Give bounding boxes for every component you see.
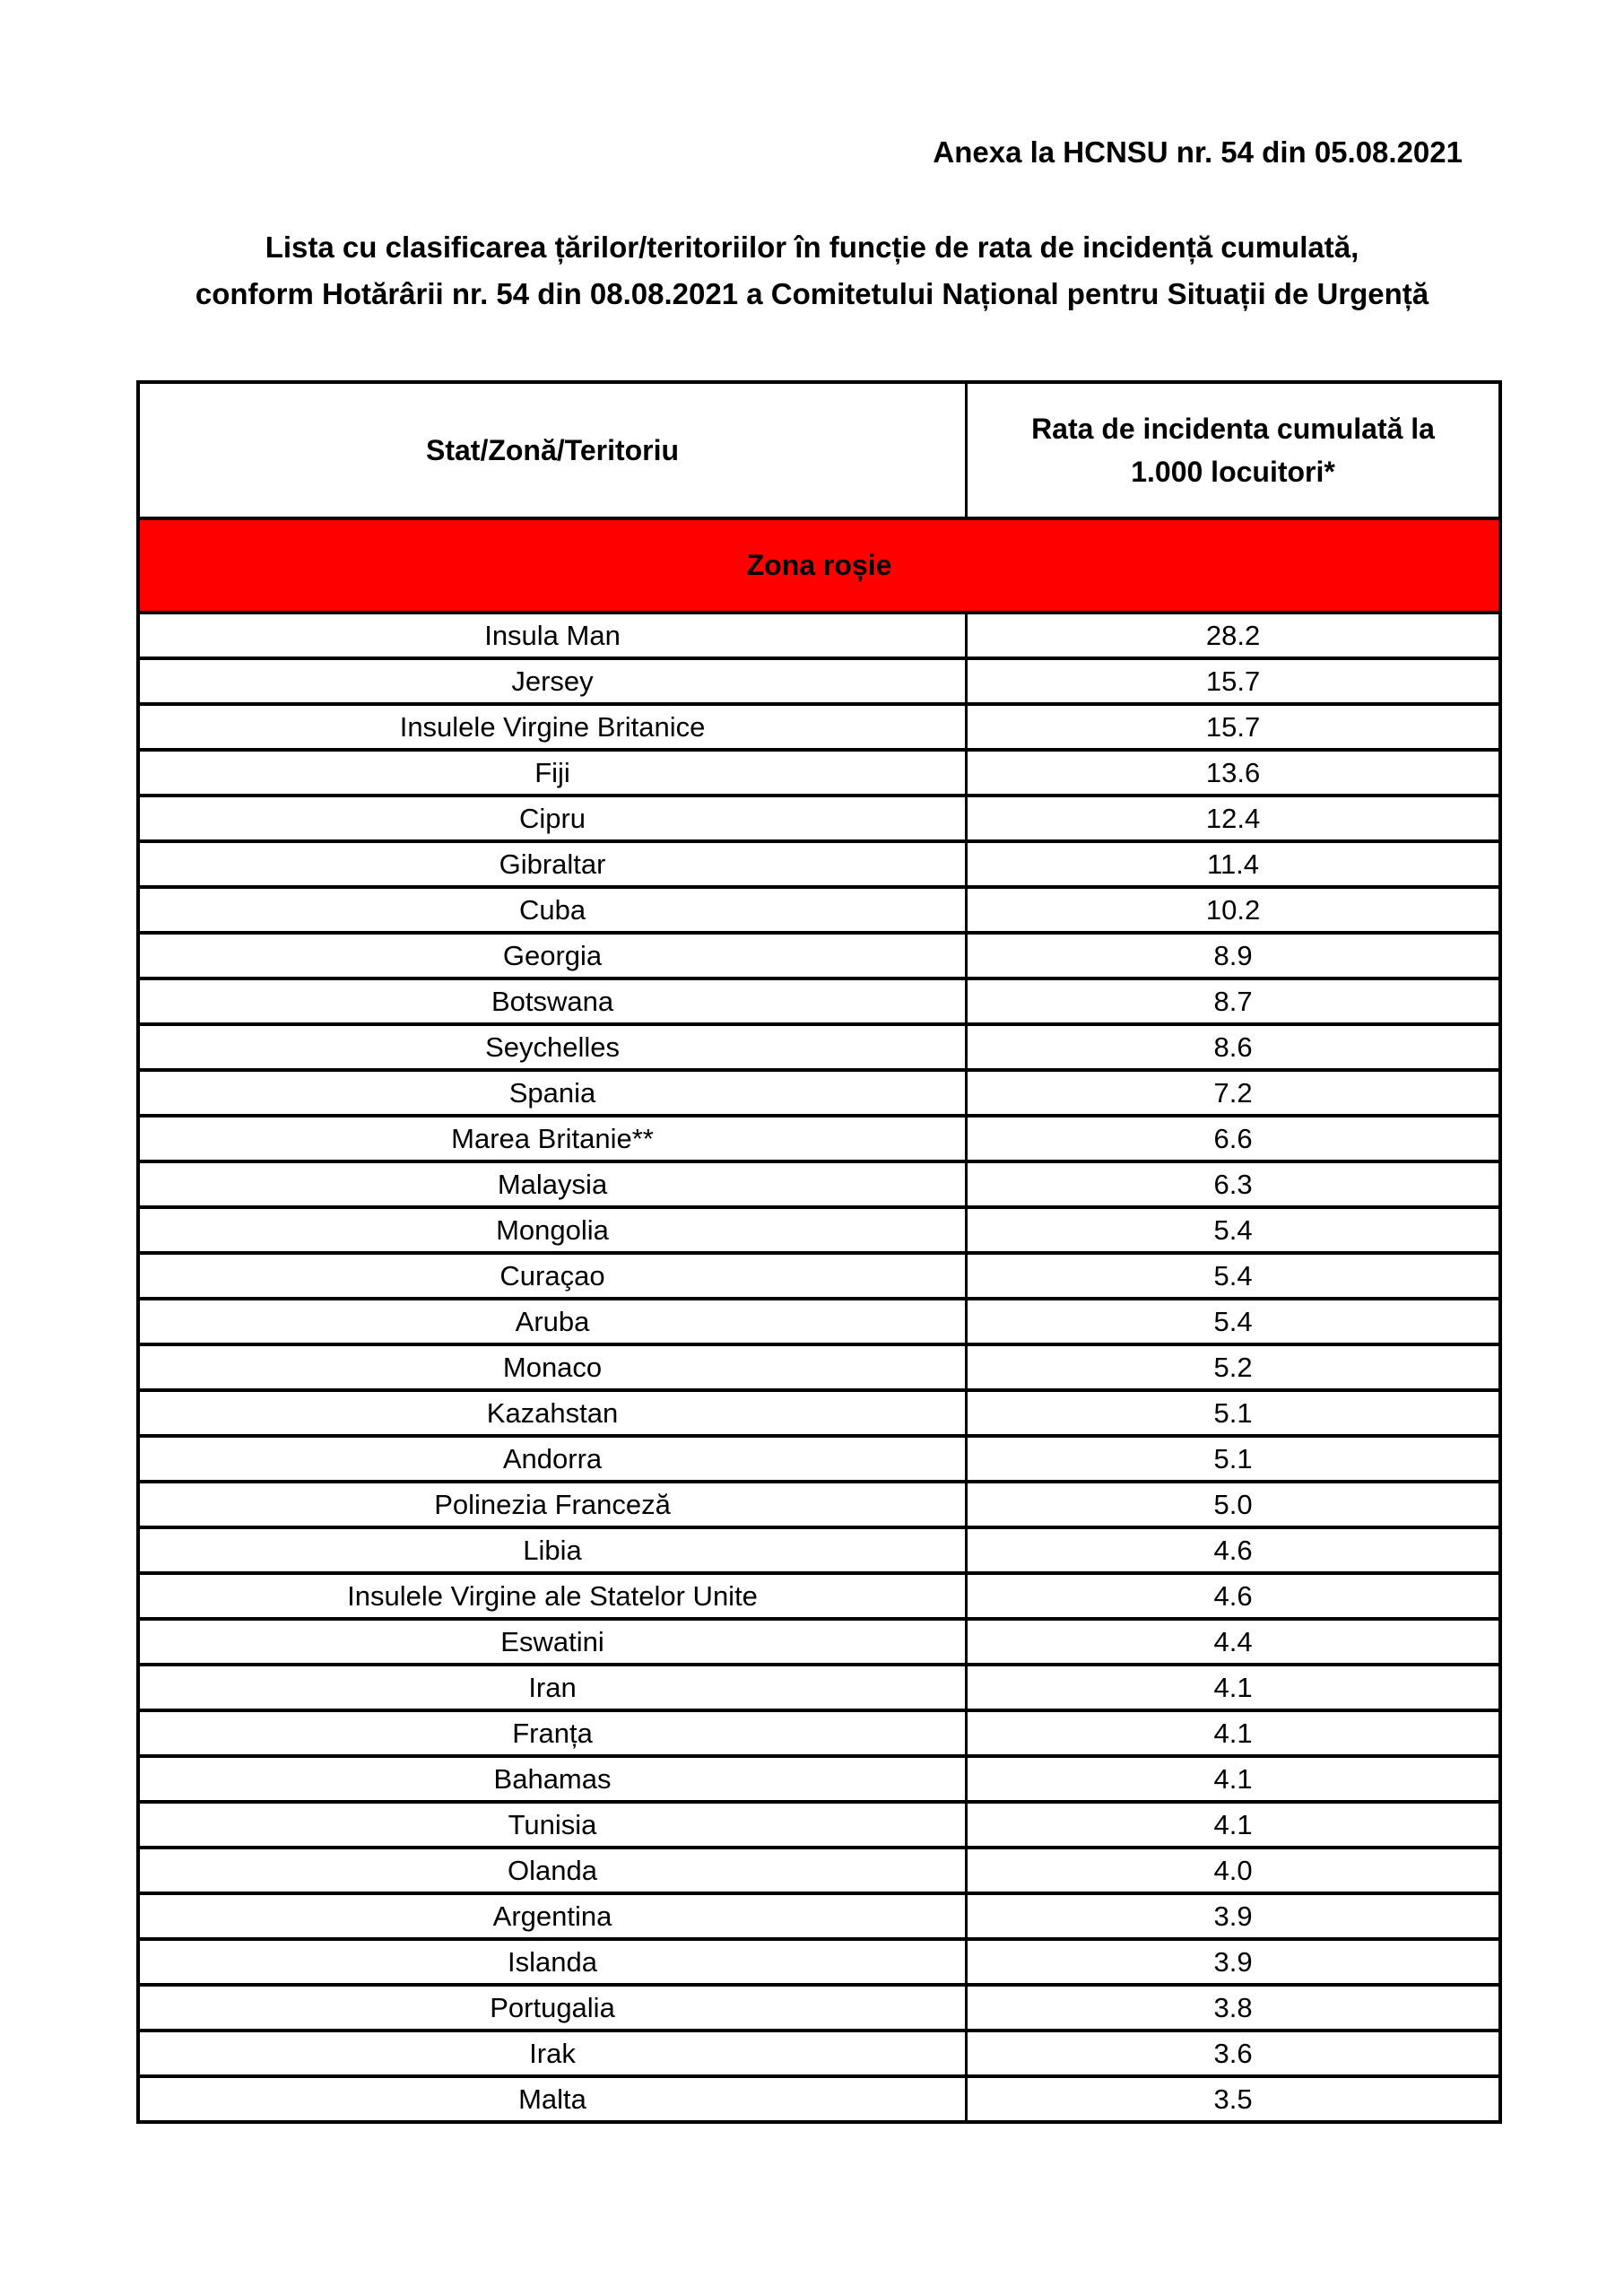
table-row [138, 1390, 1500, 1436]
table-row [138, 1893, 1500, 1939]
country-name: Aruba [138, 1299, 967, 1344]
country-name: Islanda [138, 1939, 967, 1985]
document-title [0, 224, 1624, 317]
table-row [138, 1802, 1500, 1848]
table-row [138, 887, 1500, 933]
table-row [138, 1070, 1500, 1116]
table-row [138, 1710, 1500, 1756]
country-name: Marea Britanie** [138, 1116, 967, 1161]
country-name: Spania [138, 1070, 967, 1116]
incidence-rate: 5.1 [967, 1390, 1500, 1436]
country-name: Cipru [138, 796, 967, 841]
table-row [138, 1619, 1500, 1665]
document-title-line2: conform Hotărârii nr. 54 din 08.08.2021 a Comitetului Național pentru Situații de Urgență [195, 277, 1429, 310]
table-row [138, 2031, 1500, 2076]
table-row [138, 2076, 1500, 2122]
country-incidence-table [136, 380, 1502, 2124]
country-name: Iran [138, 1665, 967, 1710]
incidence-rate: 4.1 [967, 1802, 1500, 1848]
annex-label: Anexa la HCNSU nr. 54 din 05.08.2021 [933, 135, 1463, 169]
table-row [138, 750, 1500, 796]
table-row [138, 1939, 1500, 1985]
table-row [138, 1985, 1500, 2031]
table-row [138, 1848, 1500, 1893]
country-name: Cuba [138, 887, 967, 933]
incidence-rate: 8.6 [967, 1024, 1500, 1070]
country-name: Tunisia [138, 1802, 967, 1848]
incidence-rate: 4.0 [967, 1848, 1500, 1893]
table-row [138, 1527, 1500, 1573]
incidence-rate: 5.0 [967, 1482, 1500, 1527]
incidence-rate: 12.4 [967, 796, 1500, 841]
table-header-rate: Rata de incidenta cumulată la 1.000 locuitori* [967, 382, 1500, 518]
incidence-rate: 5.2 [967, 1344, 1500, 1390]
country-name: Insulele Virgine Britanice [138, 704, 967, 750]
country-table-body [138, 613, 1500, 2122]
table-row [138, 704, 1500, 750]
country-name: Botswana [138, 978, 967, 1024]
table-row [138, 1207, 1500, 1253]
incidence-rate: 6.3 [967, 1161, 1500, 1207]
incidence-rate: 5.4 [967, 1299, 1500, 1344]
country-name: Insulele Virgine ale Statelor Unite [138, 1573, 967, 1619]
country-name: Insula Man [138, 613, 967, 658]
incidence-rate: 13.6 [967, 750, 1500, 796]
country-name: Malaysia [138, 1161, 967, 1207]
country-name: Polinezia Franceză [138, 1482, 967, 1527]
table-row [138, 1436, 1500, 1482]
table-row [138, 1116, 1500, 1161]
incidence-rate: 15.7 [967, 704, 1500, 750]
country-name: Andorra [138, 1436, 967, 1482]
country-name: Seychelles [138, 1024, 967, 1070]
country-name: Gibraltar [138, 841, 967, 887]
table-row [138, 1253, 1500, 1299]
table-row [138, 978, 1500, 1024]
incidence-rate: 3.5 [967, 2076, 1500, 2122]
country-name: Malta [138, 2076, 967, 2122]
table-header-country: Stat/Zonă/Teritoriu [138, 382, 967, 518]
table-row [138, 613, 1500, 658]
country-name: Monaco [138, 1344, 967, 1390]
country-name: Olanda [138, 1848, 967, 1893]
incidence-rate: 3.9 [967, 1939, 1500, 1985]
incidence-rate: 6.6 [967, 1116, 1500, 1161]
country-name: Jersey [138, 658, 967, 704]
incidence-rate: 8.7 [967, 978, 1500, 1024]
country-name: Kazahstan [138, 1390, 967, 1436]
country-name: Bahamas [138, 1756, 967, 1802]
incidence-rate: 8.9 [967, 933, 1500, 978]
table-row [138, 1024, 1500, 1070]
country-name: Irak [138, 2031, 967, 2076]
table-row [138, 1482, 1500, 1527]
table-header-row [138, 382, 1500, 518]
country-name: Mongolia [138, 1207, 967, 1253]
table-row [138, 1756, 1500, 1802]
incidence-rate: 10.2 [967, 887, 1500, 933]
table-row [138, 1573, 1500, 1619]
incidence-rate: 5.4 [967, 1207, 1500, 1253]
country-name: Eswatini [138, 1619, 967, 1665]
incidence-rate: 15.7 [967, 658, 1500, 704]
table-row [138, 1665, 1500, 1710]
document-title-line1: Lista cu clasificarea țărilor/teritoriilor în funcție de rata de incidență cumulată, [265, 230, 1359, 264]
incidence-rate: 4.1 [967, 1756, 1500, 1802]
table-row [138, 1299, 1500, 1344]
country-name: Portugalia [138, 1985, 967, 2031]
table-row [138, 1161, 1500, 1207]
incidence-rate: 4.6 [967, 1527, 1500, 1573]
country-name: Georgia [138, 933, 967, 978]
incidence-rate: 5.1 [967, 1436, 1500, 1482]
incidence-rate: 7.2 [967, 1070, 1500, 1116]
country-name: Argentina [138, 1893, 967, 1939]
country-name: Franța [138, 1710, 967, 1756]
incidence-rate: 4.4 [967, 1619, 1500, 1665]
country-name: Libia [138, 1527, 967, 1573]
table-row [138, 841, 1500, 887]
incidence-rate: 4.1 [967, 1710, 1500, 1756]
incidence-rate: 5.4 [967, 1253, 1500, 1299]
zone-label: Zona roșie [138, 518, 1500, 613]
incidence-rate: 4.6 [967, 1573, 1500, 1619]
incidence-rate: 11.4 [967, 841, 1500, 887]
table-row [138, 933, 1500, 978]
zone-row [138, 518, 1500, 613]
incidence-rate: 4.1 [967, 1665, 1500, 1710]
table-row [138, 658, 1500, 704]
incidence-rate: 3.9 [967, 1893, 1500, 1939]
incidence-rate: 3.8 [967, 1985, 1500, 2031]
country-name: Fiji [138, 750, 967, 796]
incidence-rate: 28.2 [967, 613, 1500, 658]
table-row [138, 796, 1500, 841]
country-name: Curaçao [138, 1253, 967, 1299]
table-row [138, 1344, 1500, 1390]
incidence-rate: 3.6 [967, 2031, 1500, 2076]
